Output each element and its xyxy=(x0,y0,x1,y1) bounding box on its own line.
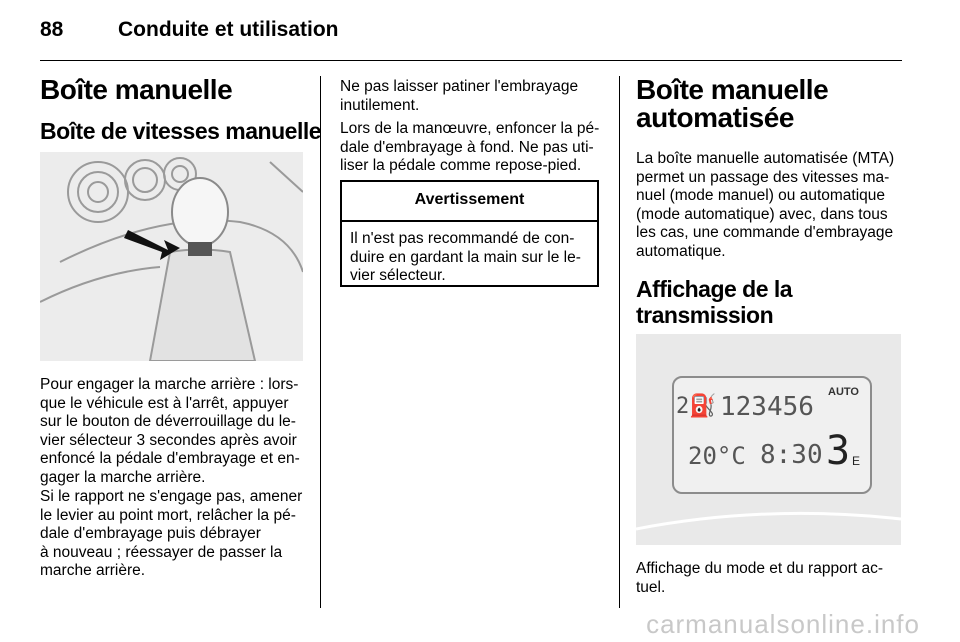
text-line: Pour engager la marche arrière : lors- xyxy=(40,376,299,393)
temperature-value: 20°C xyxy=(688,442,746,470)
clutch-slip-paragraph xyxy=(340,78,602,115)
text-line: duire en gardant la main sur le le- xyxy=(350,248,581,266)
warning-title: Avertissement xyxy=(342,182,597,222)
mta-heading xyxy=(636,76,828,132)
transmission-display-illustration xyxy=(636,334,901,545)
header-rule xyxy=(40,60,902,61)
section-heading: Boîte manuelle xyxy=(40,74,233,105)
odometer-value: 123456 xyxy=(720,392,814,422)
text-line: Si le rapport ne s'engage pas, amener xyxy=(40,488,303,505)
heading-line: transmission xyxy=(636,302,774,328)
display-caption xyxy=(636,560,902,597)
text-line: liser la pédale comme repose-pied. xyxy=(340,157,582,174)
lcd-display xyxy=(672,376,872,494)
text-line: sur le bouton de déverrouillage du le- xyxy=(40,413,296,430)
text-line: à nouveau ; réessayer de passer la xyxy=(40,543,283,561)
auto-label: AUTO xyxy=(828,386,859,398)
text-line: automatique. xyxy=(636,242,726,260)
text-line: (mode automatique) avec, dans tous xyxy=(636,205,888,223)
text-line: inutilement. xyxy=(340,96,420,114)
warning-box xyxy=(340,180,599,287)
fuel-pump-icon: 2⛽ xyxy=(676,394,717,419)
mta-paragraph xyxy=(636,150,902,261)
transmission-display-heading xyxy=(636,276,792,328)
text-line: permet un passage des vitesses ma- xyxy=(636,168,890,186)
heading-line: automatisée xyxy=(636,102,794,133)
column-divider-1 xyxy=(320,76,321,608)
subsection-heading: Boîte de vitesses manuelle xyxy=(40,118,322,144)
gear-mode-suffix: E xyxy=(852,454,861,468)
text-line: marche arrière. xyxy=(40,562,146,579)
gear-indicator: 3 xyxy=(826,428,851,474)
text-line: le levier au point mort, relâcher la pé- xyxy=(40,506,296,524)
text-line: Ne pas laisser patiner l'embrayage xyxy=(340,78,579,95)
text-line: Affichage du mode et du rapport ac- xyxy=(636,560,884,577)
gear-shift-drawing xyxy=(40,152,303,361)
heading-line: Affichage de la xyxy=(636,276,793,302)
warning-body xyxy=(342,222,597,286)
text-line: tuel. xyxy=(636,578,666,596)
column-divider-2 xyxy=(619,76,620,608)
text-line: les cas, une commande d'embrayage xyxy=(636,224,894,241)
text-line: dale d'embrayage à fond. Ne pas uti- xyxy=(340,138,594,156)
text-line: La boîte manuelle automatisée (MTA) xyxy=(636,150,895,167)
text-line: que le véhicule est à l'arrêt, appuyer xyxy=(40,394,289,412)
text-line: gager la marche arrière. xyxy=(40,468,206,486)
page-number: 88 xyxy=(40,18,64,41)
text-line: dale d'embrayage puis débrayer xyxy=(40,525,261,542)
text-line: enfoncé la pédale d'embrayage et en- xyxy=(40,450,300,467)
text-line: vier sélecteur. xyxy=(350,267,446,284)
watermark: carmanualsonline.info xyxy=(646,609,920,639)
text-line: Lors de la manœuvre, enfoncer la pé- xyxy=(340,120,600,137)
text-line: vier sélecteur 3 secondes après avoir xyxy=(40,431,297,449)
text-line: Il n'est pas recommandé de con- xyxy=(350,230,575,247)
heading-line: Boîte manuelle xyxy=(636,74,829,105)
gear-shift-illustration xyxy=(40,152,303,361)
clock-value: 8:30 xyxy=(760,440,823,470)
clutch-pedal-paragraph xyxy=(340,120,602,176)
text-line: nuel (mode manuel) ou automatique xyxy=(636,187,886,204)
reverse-gear-paragraph xyxy=(40,376,304,487)
gear-not-engaging-paragraph xyxy=(40,488,304,581)
chapter-title: Conduite et utilisation xyxy=(118,18,339,41)
